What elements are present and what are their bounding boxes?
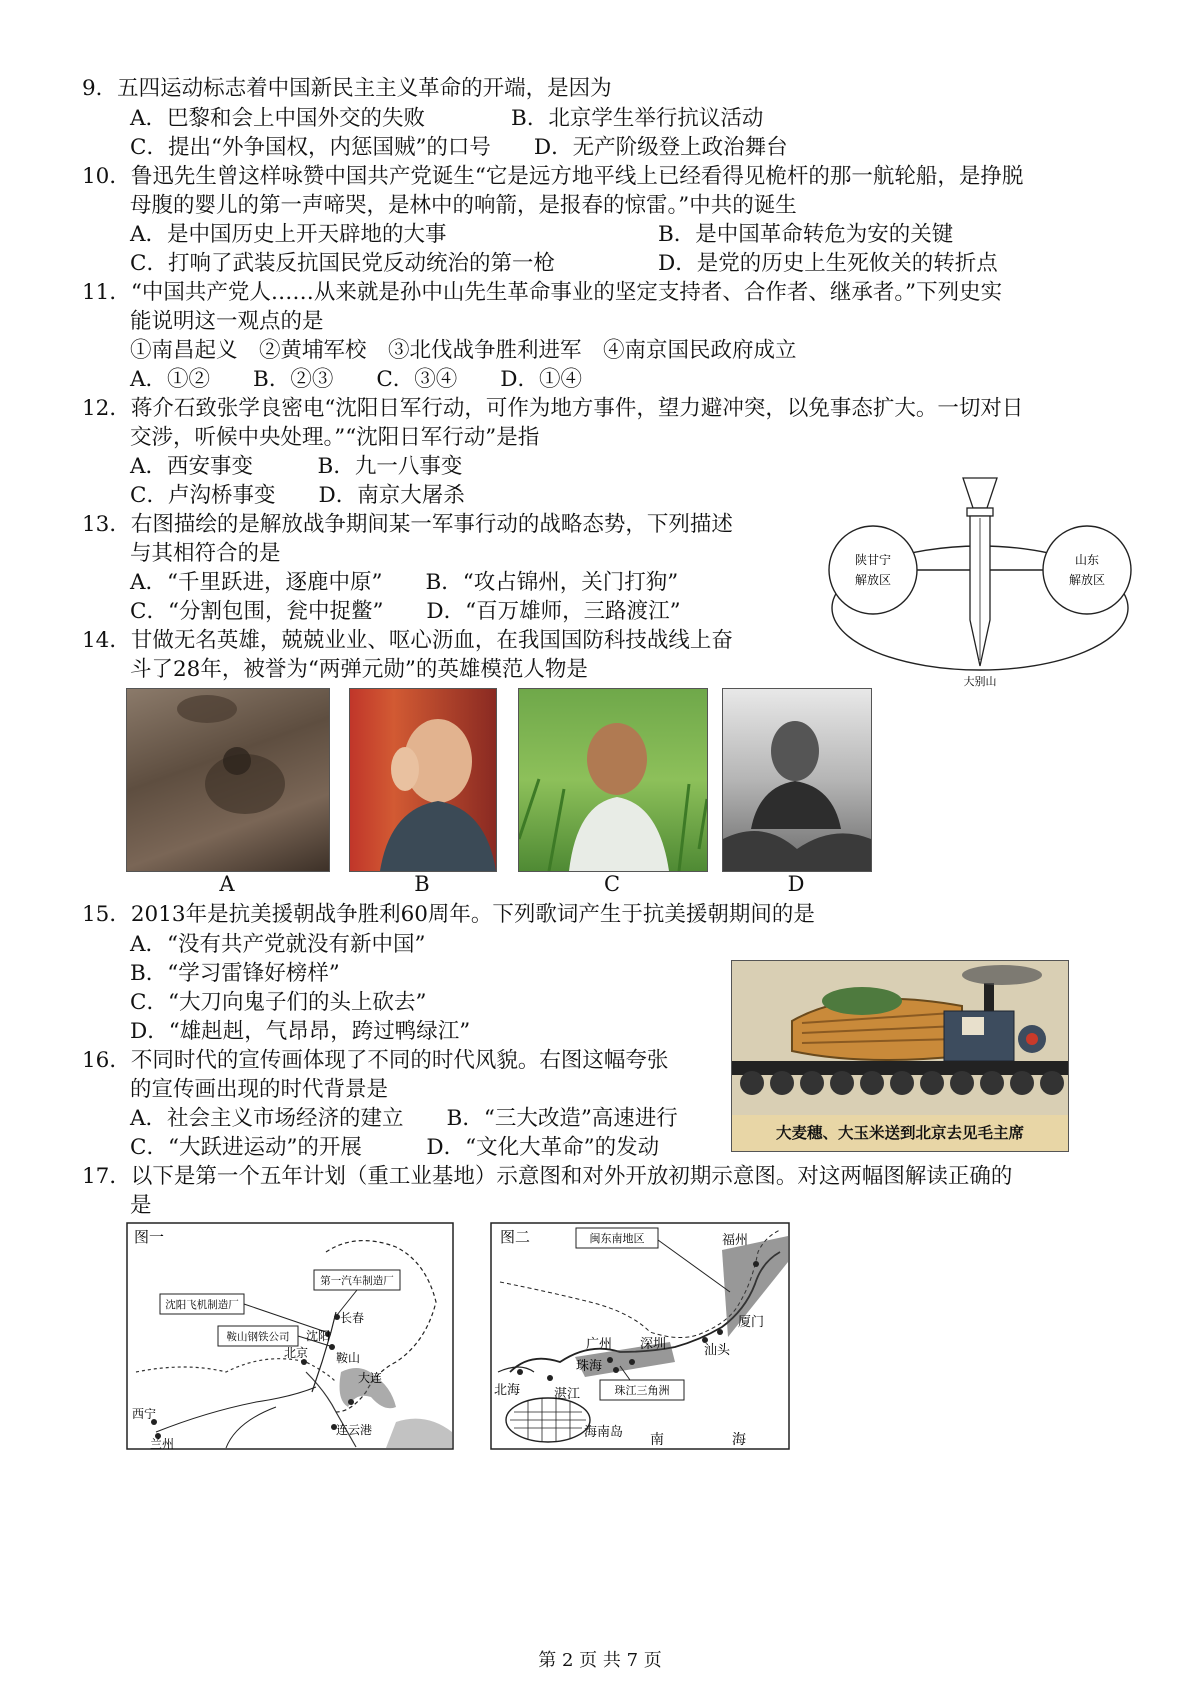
q10-option-d: D．是党的历史上生死攸关的转折点 [658,251,998,276]
poster-caption: 大麦穗、大玉米送到北京去见毛主席 [732,1115,1068,1151]
map2-title: 图二 [500,1228,531,1246]
photo-caption-d: D [787,872,805,896]
photo-c [518,688,708,872]
q15-option-b: B．“学习雷锋好榜样” [130,961,340,986]
map2-city-zhanjiang: 湛江 [554,1387,581,1402]
q9-stem: 9．五四运动标志着中国新民主主义革命的开端，是因为 [82,76,612,101]
q10-option-a: A．是中国历史上开天辟地的大事 [130,222,447,247]
q12-stem-line1: 12．蒋介石致张学良密电“沈阳日军行动，可作为地方事件，望力避冲突，以免事态扩大。一切对日 [82,396,1024,421]
q10-option-c: C．打响了武装反抗国民党反动统治的第一枪 [130,251,555,276]
map2-city-xiamen: 厦门 [738,1315,765,1330]
strategy-diagram [815,470,1145,710]
map1-city-lianyungang: 连云港 [336,1423,373,1437]
map2-box-zhujiang-delta: 珠江三角洲 [614,1384,670,1397]
q11-stem-line2: 能说明这一观点的是 [130,309,324,334]
q17-stem-line1: 17．以下是第一个五年计划（重工业基地）示意图和对外开放初期示意图。对这两幅图解读正确的 [82,1164,1013,1189]
photo-d [722,688,872,872]
q16-stem-line1: 16．不同时代的宣传画体现了不同的时代风貌。右图这幅夸张 [82,1048,669,1073]
map1-city-beijing: 北京 [284,1346,309,1360]
map2-city-shenzhen: 深圳 [640,1337,667,1352]
photo-caption-a: A [219,872,235,896]
q11-items: ①南昌起义 ②黄埔军校 ③北伐战争胜利进军 ④南京国民政府成立 [130,338,797,363]
q12-options-cd: C．卢沟桥事变 D．南京大屠杀 [130,483,465,508]
map2-city-zhuhai: 珠海 [576,1359,603,1374]
q10-stem-line2: 母腹的婴儿的第一声啼哭，是林中的响箭，是报春的惊雷。”中共的诞生 [130,193,797,218]
map1-city-changchun: 长春 [340,1311,365,1325]
map1-box-anshan-steel: 鞍山钢铁公司 [226,1331,290,1343]
q16-stem-line2: 的宣传画出现的时代背景是 [130,1077,389,1102]
diagram-left-label-1: 陕甘宁 [854,553,892,567]
q14-stem-line2: 斗了28年，被誉为“两弹元勋”的英雄模范人物是 [130,657,588,682]
map-figure-1 [126,1222,454,1450]
q13-stem-line2: 与其相符合的是 [130,541,281,566]
q16-options-cd: C．“大跃进运动”的开展 D．“文化大革命”的发动 [130,1135,660,1160]
q13-stem-line1: 13．右图描绘的是解放战争期间某一军事行动的战略态势，下列描述 [82,512,733,537]
photo-caption-b: B [414,872,430,896]
q12-stem-line2: 交涉，听候中央处理。”“沈阳日军行动”是指 [130,425,540,450]
page-footer: 第 2 页 共 7 页 [538,1650,662,1671]
q9-options-cd: C．提出“外争国权，内惩国贼”的口号 D．无产阶级登上政治舞台 [130,135,788,160]
map2-city-fuzhou: 福州 [722,1233,749,1248]
map2-city-beihai: 北海 [494,1383,521,1398]
diagram-left-label-2: 解放区 [854,573,892,587]
map2-city-shantou: 汕头 [704,1343,731,1358]
map2-city-guangzhou: 广州 [586,1337,613,1352]
map1-city-shenyang: 沈阳 [306,1329,331,1343]
q10-option-b: B．是中国革命转危为安的关键 [658,222,954,247]
photo-caption-c: C [603,872,621,896]
q12-options-ab: A．西安事变 B．九一八事变 [130,454,463,479]
q14-stem-line1: 14．甘做无名英雄，兢兢业业、呕心沥血，在我国国防科技战线上奋 [82,628,733,653]
map2-city-hainan: 海南岛 [584,1425,624,1440]
q13-options-ab: A．“千里跃进，逐鹿中原” B．“攻占锦州，关门打狗” [130,570,679,595]
photo-a [126,688,330,872]
diagram-right-label-1: 山东 [1074,553,1100,567]
propaganda-poster [731,960,1069,1152]
diagram-right-label-2: 解放区 [1068,573,1106,587]
q15-option-d: D．“雄赳赳，气昂昂，跨过鸭绿江” [130,1019,471,1044]
map2-sea-label-2: 海 [732,1432,746,1448]
diagram-bottom-label: 大别山 [963,675,997,688]
q16-options-ab: A．社会主义市场经济的建立 B．“三大改造”高速进行 [130,1106,678,1131]
q13-options-cd: C．“分割包围，瓮中捉鳖” D．“百万雄师，三路渡江” [130,599,681,624]
photo-b [349,688,497,872]
map-figure-2 [490,1222,790,1450]
q15-option-a: A．“没有共产党就没有新中国” [130,932,426,957]
map1-title: 图一 [134,1228,165,1246]
map1-city-xining: 西宁 [132,1407,157,1421]
q15-stem: 15．2013年是抗美援朝战争胜利60周年。下列歌词产生于抗美援朝期间的是 [82,902,815,927]
map2-sea-label-1: 南 [650,1432,664,1448]
map1-city-anshan: 鞍山 [336,1351,361,1365]
q10-stem-line1: 10．鲁迅先生曾这样咏赞中国共产党诞生“它是远方地平线上已经看得见桅杆的那一航轮船，是挣脱 [82,164,1024,189]
map1-box-first-auto: 第一汽车制造厂 [320,1275,394,1287]
map1-box-shenyang-aircraft: 沈阳飞机制造厂 [165,1299,239,1311]
map1-city-lanzhou: 兰州 [150,1437,175,1450]
map1-city-dalian: 大连 [358,1371,383,1385]
q15-option-c: C．“大刀向鬼子们的头上砍去” [130,990,427,1015]
q9-options-ab: A．巴黎和会上中国外交的失败 B．北京学生举行抗议活动 [130,106,764,131]
q11-stem-line1: 11．“中国共产党人……从来就是孙中山先生革命事业的坚定支持者、合作者、继承者。”下列史实 [82,280,1003,305]
q17-stem-line2: 是 [130,1193,152,1218]
map2-box-mindongnan: 闽东南地区 [589,1232,645,1245]
q11-options: A．①② B．②③ C．③④ D．①④ [130,367,583,392]
